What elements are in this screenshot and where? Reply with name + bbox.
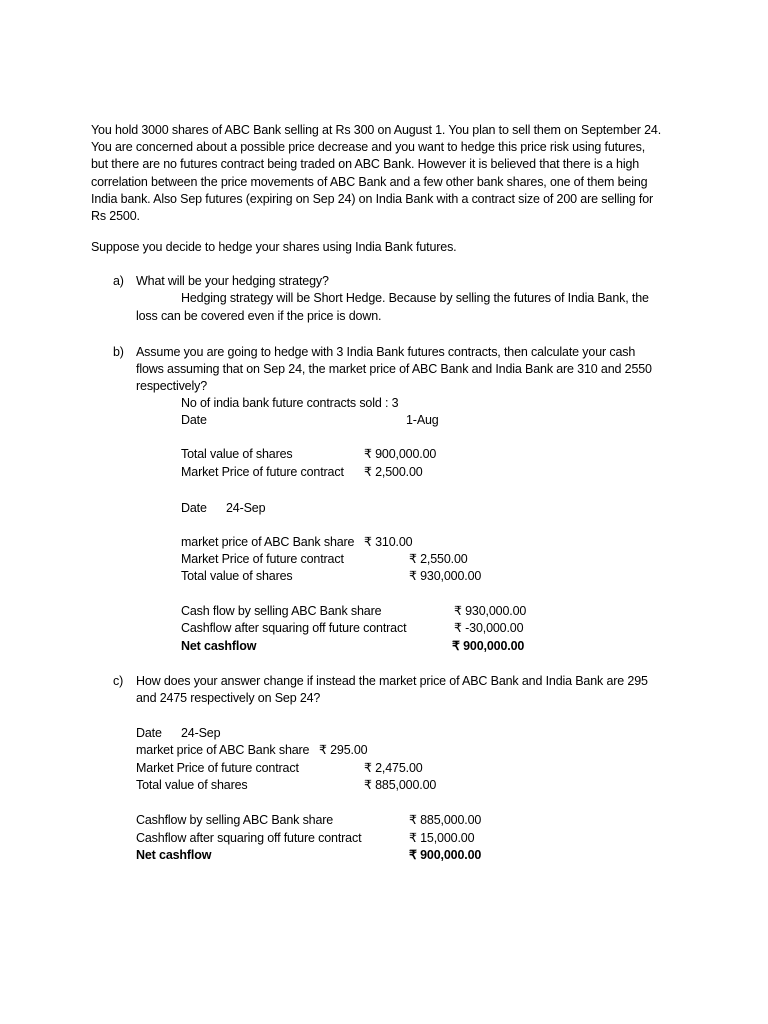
cf-sell-label: Cash flow by selling ABC Bank share <box>181 604 382 618</box>
date-value: 1-Aug <box>406 413 439 427</box>
intro-line-2: You are concerned about a possible price decrease and you want to hedge this price risk using futures, <box>91 140 646 154</box>
future-price-label: Market Price of future contract <box>181 465 344 479</box>
c-date-value: 24-Sep <box>181 726 221 740</box>
cf-sell-value: ₹ 930,000.00 <box>454 604 527 618</box>
net-cashflow-value: ₹ 900,000.00 <box>452 639 525 653</box>
abc-price-label: market price of ABC Bank share <box>181 535 355 549</box>
part-c-question-line-2: and 2475 respectively on Sep 24? <box>136 691 321 705</box>
total-shares-label: Total value of shares <box>181 447 293 461</box>
part-a-answer-line-1: Hedging strategy will be Short Hedge. Because by selling the futures of India Bank, the <box>181 291 649 305</box>
part-a-marker: a) <box>113 274 124 288</box>
intro-line-3: but there are no futures contract being traded on ABC Bank. However it is believed that there is a high <box>91 157 640 171</box>
c-net-cashflow-label: Net cashflow <box>136 848 212 862</box>
date2-label: Date <box>181 501 207 515</box>
total-shares-value: ₹ 900,000.00 <box>364 447 437 461</box>
part-b-marker: b) <box>113 345 124 359</box>
c-future-price-label: Market Price of future contract <box>136 761 299 775</box>
cf-future-value: ₹ -30,000.00 <box>454 621 524 635</box>
abc-price-value: ₹ 310.00 <box>364 535 413 549</box>
intro-line-5: India bank. Also Sep futures (expiring on Sep 24) on India Bank with a contract size of 200 are selling for <box>91 192 654 206</box>
c-cf-sell-value: ₹ 885,000.00 <box>409 813 482 827</box>
part-b-question-line-1: Assume you are going to hedge with 3 India Bank futures contracts, then calculate your cash <box>136 345 636 359</box>
intro-line-6: Rs 2500. <box>91 209 140 223</box>
part-c-question-line-1: How does your answer change if instead the market price of ABC Bank and India Bank are 295 <box>136 674 648 688</box>
part-b-question-line-2: flows assuming that on Sep 24, the market price of ABC Bank and India Bank are 310 and 2550 <box>136 362 652 376</box>
future-price2-value: ₹ 2,550.00 <box>409 552 468 566</box>
cf-future-label: Cashflow after squaring off future contract <box>181 621 407 635</box>
suppose-line: Suppose you decide to hedge your shares using India Bank futures. <box>91 240 457 254</box>
c-total-shares-label: Total value of shares <box>136 778 248 792</box>
part-b-question-line-3: respectively? <box>136 379 207 393</box>
future-price2-label: Market Price of future contract <box>181 552 344 566</box>
c-cf-sell-label: Cashflow by selling ABC Bank share <box>136 813 334 827</box>
part-a-answer-line-2: loss can be covered even if the price is down. <box>136 309 382 323</box>
c-future-price-value: ₹ 2,475.00 <box>364 761 423 775</box>
c-cf-future-label: Cashflow after squaring off future contract <box>136 831 362 845</box>
c-total-shares-value: ₹ 885,000.00 <box>364 778 437 792</box>
part-a-question: What will be your hedging strategy? <box>136 274 329 288</box>
intro-line-4: correlation between the price movements of ABC Bank and a few other bank shares, one of them being <box>91 175 648 189</box>
date-label: Date <box>181 413 207 427</box>
part-c-marker: c) <box>113 674 124 688</box>
c-abc-price-value: ₹ 295.00 <box>319 743 368 757</box>
total-shares2-label: Total value of shares <box>181 569 293 583</box>
intro-line-1: You hold 3000 shares of ABC Bank selling at Rs 300 on August 1. You plan to sell them on September 24. <box>91 123 662 137</box>
total-shares2-value: ₹ 930,000.00 <box>409 569 482 583</box>
future-price-value: ₹ 2,500.00 <box>364 465 423 479</box>
c-net-cashflow-value: ₹ 900,000.00 <box>409 848 482 862</box>
c-abc-price-label: market price of ABC Bank share <box>136 743 310 757</box>
c-cf-future-value: ₹ 15,000.00 <box>409 831 475 845</box>
date2-value: 24-Sep <box>226 501 266 515</box>
net-cashflow-label: Net cashflow <box>181 639 257 653</box>
contracts-sold: No of india bank future contracts sold : 3 <box>181 396 399 410</box>
c-date-label: Date <box>136 726 162 740</box>
